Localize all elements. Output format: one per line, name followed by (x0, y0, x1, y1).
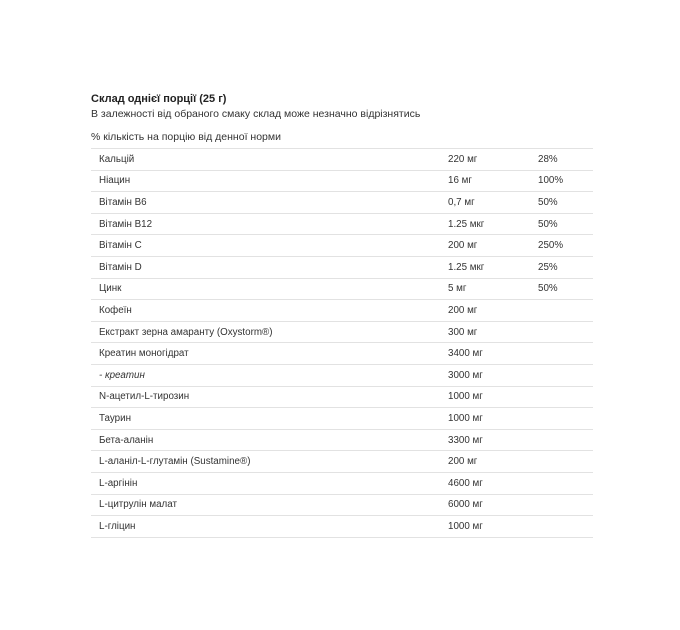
table-row (91, 149, 593, 171)
daily-value-percent: 25% (538, 261, 558, 273)
amount-per-serving: 220 мг (448, 153, 478, 165)
table-row (91, 343, 593, 365)
ingredient-name: Вітамін В12 (99, 218, 153, 230)
amount-per-serving: 1000 мг (448, 412, 483, 424)
ingredient-name: Вітамін D (99, 261, 142, 273)
ingredient-name: Цинк (99, 283, 122, 295)
amount-per-serving: 1000 мг (448, 520, 483, 532)
flavor-disclaimer: В залежності від обраного смаку склад може незначно відрізнятись (91, 108, 421, 120)
amount-per-serving: 3400 мг (448, 348, 483, 360)
table-row (91, 387, 593, 409)
daily-value-note: % кількість на порцію від денної норми (91, 131, 281, 143)
table-row (91, 516, 593, 538)
amount-per-serving: 1.25 мкг (448, 261, 485, 273)
amount-per-serving: 0,7 мг (448, 196, 475, 208)
daily-value-percent: 250% (538, 240, 564, 252)
ingredient-name: Кальцій (99, 153, 135, 165)
ingredient-name: Вітамін С (99, 240, 142, 252)
table-row (91, 495, 593, 517)
table-row (91, 235, 593, 257)
ingredient-name: Вітамін В6 (99, 196, 147, 208)
ingredient-name: Кофеїн (99, 304, 132, 316)
table-row (91, 430, 593, 452)
amount-per-serving: 200 мг (448, 304, 478, 316)
table-row (91, 279, 593, 301)
ingredient-name: Ніацин (99, 175, 131, 187)
amount-per-serving: 3300 мг (448, 434, 483, 446)
table-row (91, 192, 593, 214)
amount-per-serving: 6000 мг (448, 499, 483, 511)
daily-value-percent: 100% (538, 175, 564, 187)
ingredient-name: Екстракт зерна амаранту (Oxystorm®) (99, 326, 273, 338)
table-row (91, 365, 593, 387)
ingredient-name: Таурин (99, 412, 132, 424)
ingredient-name: Бета-аланін (99, 434, 154, 446)
table-row (91, 322, 593, 344)
daily-value-percent: 50% (538, 283, 558, 295)
amount-per-serving: 1000 мг (448, 391, 483, 403)
table-row (91, 473, 593, 495)
ingredient-name: N-ацетил-L-тирозин (99, 391, 190, 403)
amount-per-serving: 4600 мг (448, 477, 483, 489)
table-row (91, 408, 593, 430)
ingredient-name: L-аланіл-L-глутамін (Sustamine®) (99, 456, 251, 468)
serving-title: Склад однієї порції (25 г) (91, 93, 227, 105)
daily-value-percent: 50% (538, 218, 558, 230)
amount-per-serving: 1.25 мкг (448, 218, 485, 230)
amount-per-serving: 16 мг (448, 175, 472, 187)
table-row (91, 171, 593, 193)
nutrition-facts (91, 92, 593, 538)
amount-per-serving: 5 мг (448, 283, 467, 295)
ingredient-name: L-цитрулін малат (99, 499, 177, 511)
ingredient-name: Креатин моногідрат (99, 348, 189, 360)
amount-per-serving: 200 мг (448, 240, 478, 252)
table-row (91, 300, 593, 322)
amount-per-serving: 300 мг (448, 326, 478, 338)
daily-value-percent: 28% (538, 153, 558, 165)
amount-per-serving: 200 мг (448, 456, 478, 468)
table-row (91, 214, 593, 236)
table-row (91, 257, 593, 279)
ingredient-name: - креатин (99, 369, 145, 381)
ingredient-name: L-аргінін (99, 477, 138, 489)
table-row (91, 451, 593, 473)
ingredient-name: L-гліцин (99, 520, 136, 532)
amount-per-serving: 3000 мг (448, 369, 483, 381)
daily-value-percent: 50% (538, 196, 558, 208)
nutrition-table (91, 148, 593, 538)
